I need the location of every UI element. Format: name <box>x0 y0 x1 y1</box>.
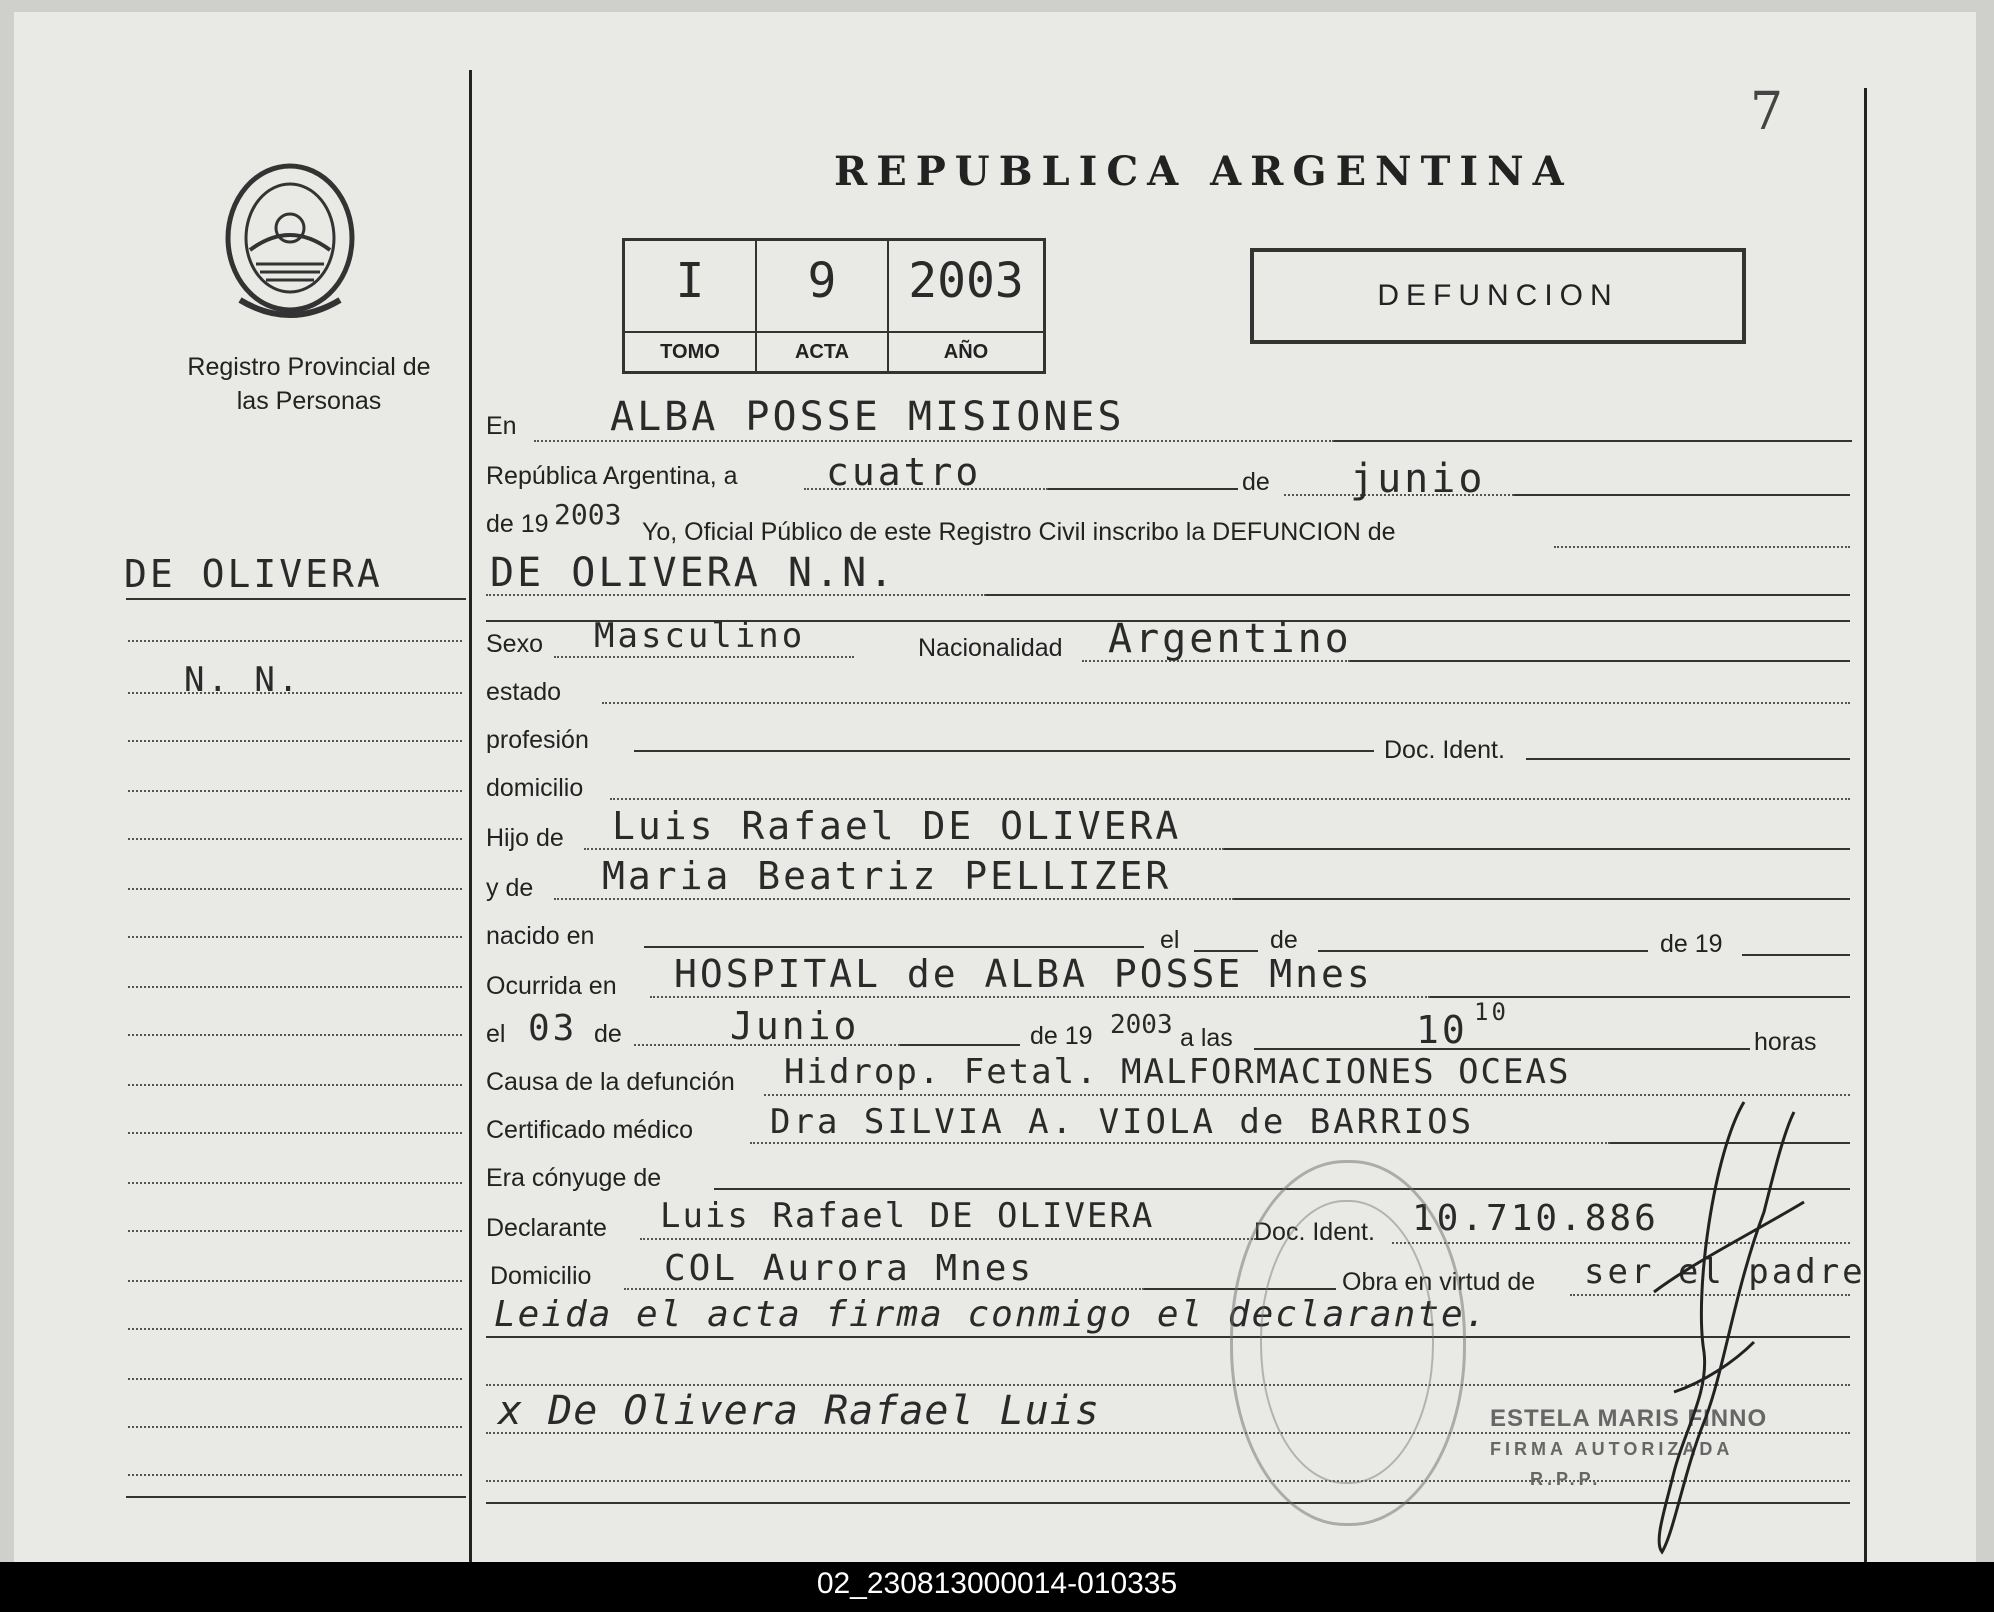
line-en-end <box>1334 440 1852 442</box>
margin-dotline <box>128 1084 462 1086</box>
value-dia-num: 03 <box>528 1008 578 1049</box>
line-defuncion <box>1554 546 1850 548</box>
value-difunto: DE OLIVERA N.N. <box>490 550 897 596</box>
line-dia-end <box>1048 488 1238 490</box>
label-causa: Causa de la defunción <box>486 1068 735 1096</box>
value-mes: junio <box>1350 456 1486 502</box>
label-de: de <box>1242 468 1270 496</box>
margin-dotline <box>128 1182 462 1184</box>
label-certificado: Certificado médico <box>486 1116 694 1144</box>
line-padre-end <box>1224 848 1850 850</box>
value-declarante: Luis Rafael DE OLIVERA <box>660 1196 1155 1236</box>
label-domicilio: domicilio <box>486 774 584 802</box>
label-nacido-de: de <box>1270 926 1298 954</box>
declarante-signature: x De Olivera Rafael Luis <box>498 1388 1100 1434</box>
label-republica: República Argentina, a <box>486 462 738 490</box>
line-profesion <box>634 750 1374 752</box>
label-el: el <box>1160 926 1180 954</box>
tomo-label: TOMO <box>625 331 755 371</box>
tomo-value: I <box>675 253 705 309</box>
line-madre-end <box>1234 898 1850 900</box>
margin-dotline <box>128 692 462 694</box>
label-horas: horas <box>1754 1028 1817 1056</box>
label-en: En <box>486 412 517 440</box>
provincial-seal-icon <box>220 160 360 320</box>
label-profesion: profesión <box>486 726 589 754</box>
label-obra: Obra en virtud de <box>1342 1268 1536 1296</box>
line-mes2-end <box>900 1044 1020 1046</box>
label-ocurrida-en: Ocurrida en <box>486 972 617 1000</box>
margin-dotline <box>128 1474 462 1476</box>
label-y-de: y de <box>486 874 534 902</box>
document-page <box>14 12 1976 1562</box>
line-nacido-ano <box>1742 954 1850 956</box>
margin-dotline <box>128 1328 462 1330</box>
label-a-las: a las <box>1180 1024 1233 1052</box>
label-hijo-de: Hijo de <box>486 824 564 852</box>
line-doc-ident <box>1526 758 1850 760</box>
ano-cell <box>889 241 1043 371</box>
line-nacionalidad-end <box>1350 660 1850 662</box>
margin-dotline <box>128 888 462 890</box>
image-id-footer: 02_230813000014-010335 <box>0 1562 1994 1612</box>
acta-label: ACTA <box>757 331 887 371</box>
page-number: 7 <box>1750 82 1784 142</box>
acta-cell <box>757 241 889 371</box>
margin-dotline <box>128 1426 462 1428</box>
value-dia-letras: cuatro <box>826 450 982 494</box>
stamp-office: R.P.P. <box>1530 1469 1602 1489</box>
label-doc-ident: Doc. Ident. <box>1384 736 1505 764</box>
line-certificado <box>750 1142 1610 1144</box>
label-declarante: Declarante <box>486 1214 607 1242</box>
margin-dotline <box>128 790 462 792</box>
line-ocurrida <box>650 996 1430 998</box>
value-mes2: Junio <box>730 1004 860 1048</box>
label-conyuge: Era cónyuge de <box>486 1164 662 1192</box>
value-sexo: Masculino <box>594 616 806 656</box>
label-nacido-de19: de 19 <box>1660 930 1723 958</box>
value-causa: Hidrop. Fetal. MALFORMACIONES OCEAS <box>784 1052 1571 1092</box>
margin-dotline <box>128 1378 462 1380</box>
label-de19b: de 19 <box>1030 1022 1093 1050</box>
stamp-name: ESTELA MARIS FINNO <box>1490 1405 1768 1432</box>
label-yo-oficial: Yo, Oficial Público de este Registro Civil inscribo la DEFUNCION de <box>642 518 1396 546</box>
registry-name: Registro Provincial de las Personas <box>187 353 431 415</box>
line-padre <box>584 848 1224 850</box>
line-mes-end <box>1514 494 1850 496</box>
value-lugar: ALBA POSSE MISIONES <box>610 394 1125 440</box>
officer-signature-icon <box>1614 1092 1814 1562</box>
label-de2: de <box>594 1020 622 1048</box>
value-leida: Leida el acta firma conmigo el declarante. <box>494 1294 1489 1335</box>
margin-dotline <box>128 986 462 988</box>
document-title: REPUBLICA ARGENTINA <box>834 148 1573 195</box>
margin-dotline <box>128 1230 462 1232</box>
margin-surname: DE OLIVERA <box>124 552 383 596</box>
margin-divider <box>469 70 472 1562</box>
line-difunto-end <box>986 594 1850 596</box>
margin-dotline <box>128 740 462 742</box>
value-certificado: Dra SILVIA A. VIOLA de BARRIOS <box>770 1102 1475 1142</box>
label-nacido-en: nacido en <box>486 922 595 950</box>
margin-dotline <box>128 838 462 840</box>
line-sexo <box>554 656 854 658</box>
value-declarante-doc: 10.710.886 <box>1412 1198 1659 1239</box>
margin-name: N. N. <box>184 660 302 700</box>
right-border <box>1864 88 1867 1562</box>
record-number-table <box>622 238 1046 374</box>
value-ano2: 2003 <box>1110 1010 1173 1040</box>
value-obra: ser el padre <box>1584 1252 1866 1292</box>
ano-value: 2003 <box>908 253 1024 309</box>
label-estado: estado <box>486 678 562 706</box>
label-nacionalidad: Nacionalidad <box>918 634 1063 662</box>
value-madre: Maria Beatriz PELLIZER <box>602 854 1172 898</box>
line-estado <box>602 702 1850 704</box>
official-stamp-inner <box>1260 1200 1434 1484</box>
margin-dotline <box>128 1132 462 1134</box>
margin-dotline <box>128 640 462 642</box>
ano-label: AÑO <box>889 331 1043 371</box>
label-de19: de 19 <box>486 510 549 538</box>
line-nacido-en <box>644 946 1144 948</box>
value-minutos: 10 <box>1474 998 1509 1026</box>
tomo-cell <box>625 241 757 371</box>
acta-value: 9 <box>807 253 837 309</box>
line-en <box>534 440 1334 442</box>
label-sexo: Sexo <box>486 630 543 658</box>
label-domicilio2: Domicilio <box>490 1262 592 1290</box>
margin-dotline <box>128 936 462 938</box>
stamp-role: FIRMA AUTORIZADA <box>1490 1439 1734 1459</box>
margin-line <box>126 598 466 600</box>
label-doc-ident2: Doc. Ident. <box>1254 1218 1375 1246</box>
line-hora <box>1254 1048 1750 1050</box>
margin-dotline <box>128 1280 462 1282</box>
value-ocurrida: HOSPITAL de ALBA POSSE Mnes <box>674 952 1373 996</box>
value-nacionalidad: Argentino <box>1108 616 1352 662</box>
value-domicilio: COL Aurora Mnes <box>664 1248 1035 1289</box>
value-padre: Luis Rafael DE OLIVERA <box>612 804 1182 848</box>
value-ano: 2003 <box>554 498 622 531</box>
value-hora: 10 <box>1416 1008 1468 1052</box>
record-type-box: DEFUNCION <box>1250 248 1746 344</box>
label-el2: el <box>486 1020 506 1048</box>
line-declarante <box>640 1238 1256 1240</box>
line-domicilio <box>610 798 1850 800</box>
line-madre <box>554 898 1234 900</box>
margin-bottom-line <box>126 1496 466 1498</box>
margin-dotline <box>128 1034 462 1036</box>
line-difunto <box>486 594 986 596</box>
